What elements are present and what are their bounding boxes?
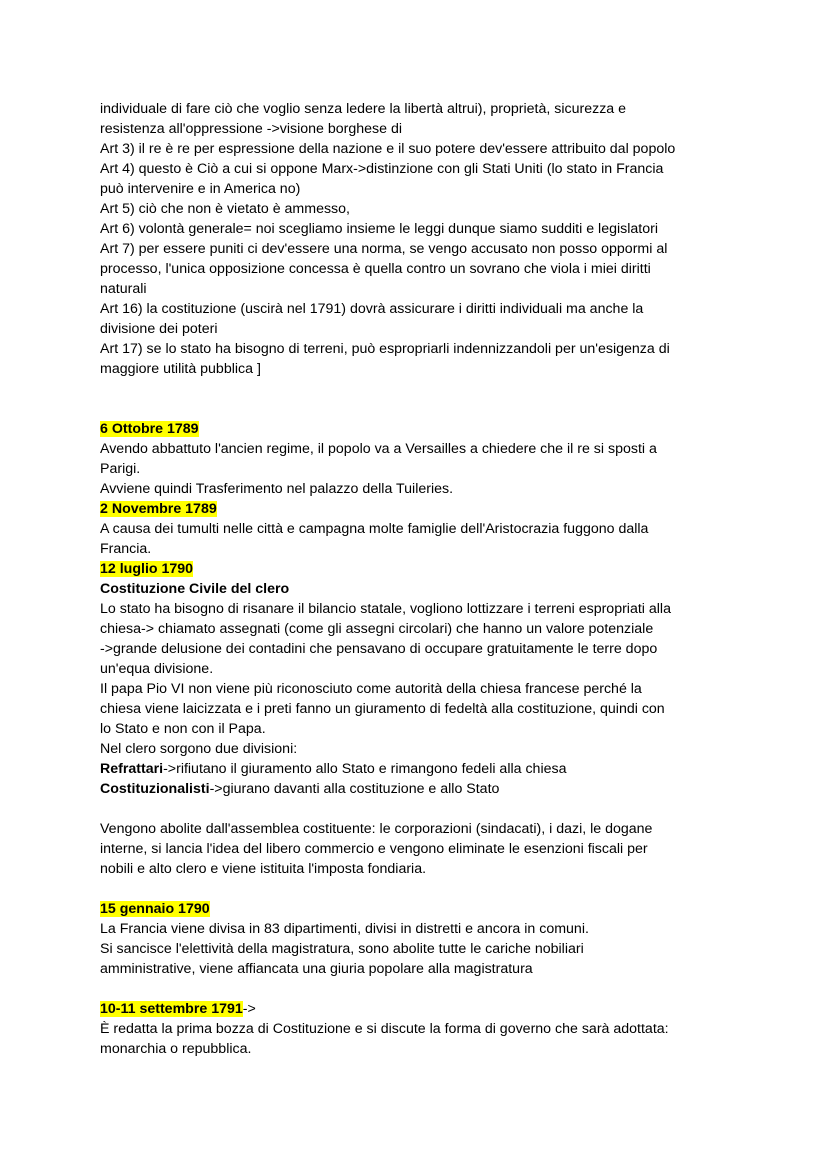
text-line: amministrative, viene affiancata una giuria popolare alla magistratura <box>100 961 533 977</box>
date-heading: 15 gennaio 1790 <box>100 901 210 917</box>
text-line: nobili e alto clero e viene istituita l'imposta fondiaria. <box>100 861 427 877</box>
text-line: Art 3) il re è re per espressione della nazione e il suo potere dev'essere attribuito dal popolo <box>100 141 676 157</box>
document-page <box>100 99 740 1059</box>
text-line: Parigi. <box>100 461 141 477</box>
text-line: Vengono abolite dall'assemblea costituente: le corporazioni (sindacati), i dazi, le dogane <box>100 821 653 837</box>
text-line: Art 5) ciò che non è vietato è ammesso, <box>100 201 350 217</box>
text-line: Lo stato ha bisogno di risanare il bilancio statale, vogliono lottizzare i terreni espropriati alla <box>100 601 671 617</box>
text-line: Si sancisce l'elettività della magistratura, sono abolite tutte le cariche nobiliari <box>100 941 584 957</box>
section-15-gennaio-1790 <box>100 899 740 979</box>
section-10-11-settembre-1791 <box>100 999 740 1059</box>
text-line: individuale di fare ciò che voglio senza ledere la libertà altrui), proprietà, sicurezza e <box>100 101 627 117</box>
text-line: Art 17) se lo stato ha bisogno di terreni, può espropriarli indennizzandoli per un'esigenza di <box>100 341 670 357</box>
text-line: Avendo abbattuto l'ancien regime, il popolo va a Versailles a chiedere che il re si sposti a <box>100 441 657 457</box>
text-line: lo Stato e non con il Papa. <box>100 721 266 737</box>
text-line: processo, l'unica opposizione concessa è quella contro un sovrano che viola i miei diritti <box>100 261 651 277</box>
term-refrattari: Refrattari <box>100 761 164 777</box>
text-line: Art 4) questo è Ciò a cui si oppone Marx->distinzione con gli Stati Uniti (lo stato in Francia <box>100 161 664 177</box>
section-6-ottobre-1789 <box>100 419 740 499</box>
text-line: divisione dei poteri <box>100 321 218 337</box>
definition-text: ->giurano davanti alla costituzione e allo Stato <box>209 781 500 797</box>
date-heading: 6 Ottobre 1789 <box>100 421 199 437</box>
text-line: È redatta la prima bozza di Costituzione e si discute la forma di governo che sarà adottata: <box>100 1021 669 1037</box>
text-line: può intervenire e in America no) <box>100 181 301 197</box>
text-line: Nel clero sorgono due divisioni: <box>100 741 298 757</box>
text-line: monarchia o repubblica. <box>100 1041 252 1057</box>
section-subheading: Costituzione Civile del clero <box>100 581 290 597</box>
text-line: Art 7) per essere puniti ci dev'essere una norma, se vengo accusato non posso oppormi al <box>100 241 668 257</box>
section-2-novembre-1789 <box>100 499 740 559</box>
definition-text: ->rifiutano il giuramento allo Stato e rimangono fedeli alla chiesa <box>163 761 567 777</box>
text-line: naturali <box>100 281 147 297</box>
text-line: resistenza all'oppressione ->visione borghese di <box>100 121 403 137</box>
text-line: Art 6) volontà generale= noi scegliamo insieme le leggi dunque siamo sudditi e legislatori <box>100 221 658 237</box>
date-heading: 2 Novembre 1789 <box>100 501 217 517</box>
text-line: chiesa-> chiamato assegnati (come gli assegni circolari) che hanno un valore potenziale <box>100 621 654 637</box>
costituzionalisti-line <box>100 779 740 799</box>
text-line: interne, si lancia l'idea del libero commercio e vengono eliminate le esenzioni fiscali per <box>100 841 648 857</box>
text-line: un'equa divisione. <box>100 661 214 677</box>
date-heading: 12 luglio 1790 <box>100 561 194 577</box>
text-line: Il papa Pio VI non viene più riconosciuto come autorità della chiesa francese perché la <box>100 681 642 697</box>
text-line: Francia. <box>100 541 152 557</box>
text-line: Avviene quindi Trasferimento nel palazzo della Tuileries. <box>100 481 454 497</box>
intro-section <box>100 99 740 379</box>
text-line: chiesa viene laicizzata e i preti fanno un giuramento di fedeltà alla costituzione, quindi con <box>100 701 665 717</box>
term-costituzionalisti: Costituzionalisti <box>100 781 210 797</box>
text-line: Art 16) la costituzione (uscirà nel 1791) dovrà assicurare i diritti individuali ma anche la <box>100 301 644 317</box>
text-line: A causa dei tumulti nelle città e campagna molte famiglie dell'Aristocrazia fuggono dalla <box>100 521 649 537</box>
refrattari-line <box>100 759 740 779</box>
text-line: maggiore utilità pubblica ] <box>100 361 261 377</box>
text-line: ->grande delusione dei contadini che pensavano di occupare gratuitamente le terre dopo <box>100 641 658 657</box>
text-line: La Francia viene divisa in 83 dipartimenti, divisi in distretti e ancora in comuni. <box>100 921 589 937</box>
section-12-luglio-1790 <box>100 559 740 879</box>
date-heading: 10-11 settembre 1791 <box>100 1001 243 1017</box>
arrow-text: -> <box>242 1001 256 1017</box>
